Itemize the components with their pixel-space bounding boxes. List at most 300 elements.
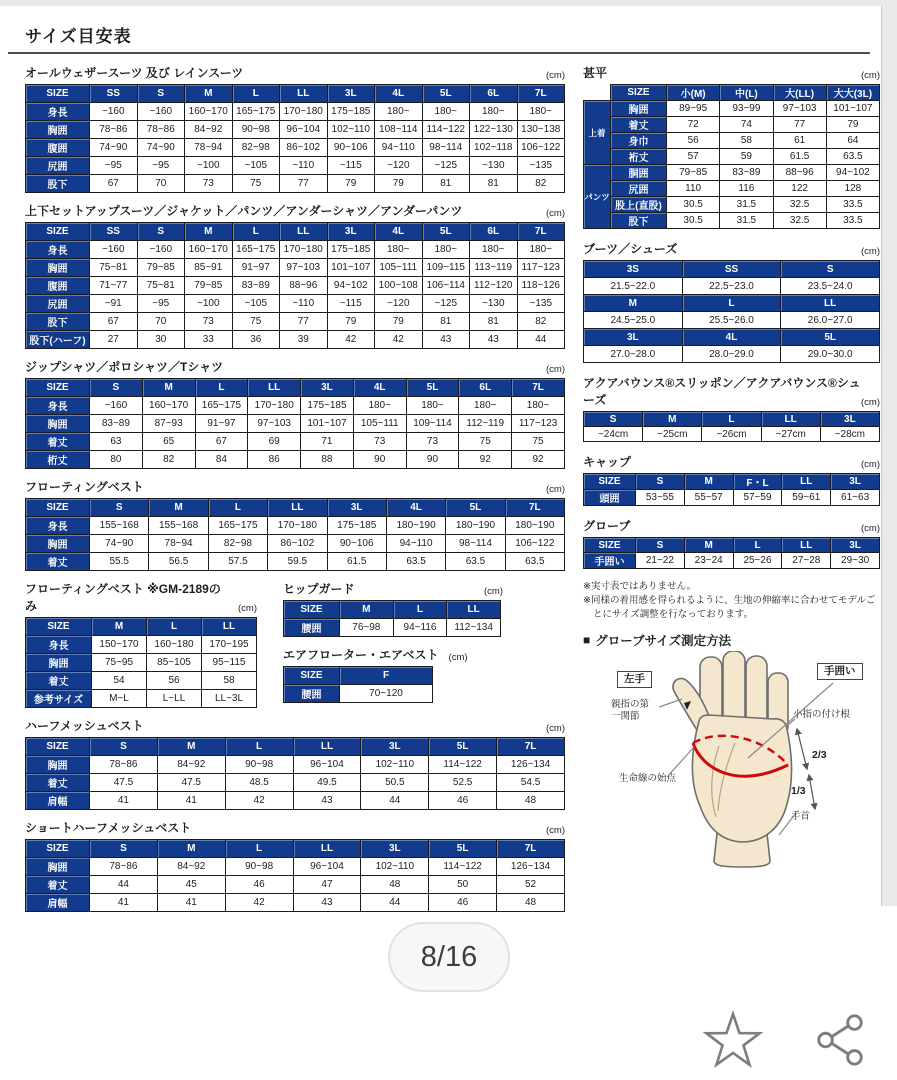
cell-value: ~91 xyxy=(90,295,138,313)
cell-value: 180~190 xyxy=(505,517,564,535)
table-row xyxy=(26,756,565,774)
cell-value: 112~120 xyxy=(470,277,518,295)
two-thirds-label: 2/3 xyxy=(812,749,827,762)
cell-value: 33 xyxy=(185,331,233,349)
table-row xyxy=(26,517,565,535)
cell-value: 78~86 xyxy=(137,121,185,139)
cell-value: 78~86 xyxy=(90,858,158,876)
cell-value: 57.5 xyxy=(208,553,267,571)
cell-value: 79 xyxy=(826,117,879,133)
cell-value: 46 xyxy=(225,876,293,894)
cell-value: 180~ xyxy=(422,103,470,121)
cell-value: ~28cm xyxy=(820,427,879,442)
cell-value: 43 xyxy=(293,792,361,810)
cell-value: ~160 xyxy=(90,241,138,259)
cell-value: 170~180 xyxy=(280,241,328,259)
size-header: L xyxy=(147,618,202,636)
table-row xyxy=(26,499,565,517)
jinbei-table xyxy=(583,84,880,229)
table-row xyxy=(26,774,565,792)
favorite-star-button[interactable] xyxy=(702,1010,764,1070)
row-label: 胸囲 xyxy=(26,259,90,277)
cell-value: 54.5 xyxy=(497,774,565,792)
table-row xyxy=(26,241,565,259)
unit-label: (cm) xyxy=(484,586,503,597)
cell-value: 82 xyxy=(517,313,565,331)
size-header: LL xyxy=(202,618,257,636)
cell-value: 58 xyxy=(202,672,257,690)
cell-value: 79~85 xyxy=(137,259,185,277)
cell-value: 46 xyxy=(429,792,497,810)
cell-value: 93~99 xyxy=(720,101,773,117)
table-row xyxy=(26,792,565,810)
cell-value: 94~102 xyxy=(826,165,879,181)
table-block-floating-vest-gm2189 xyxy=(25,580,257,708)
cell-value: 28.0~29.0 xyxy=(682,346,781,363)
table-block-glove xyxy=(583,517,880,569)
size-header: F xyxy=(340,667,433,685)
table-row xyxy=(26,223,565,241)
cell-value: M~L xyxy=(92,690,147,708)
cell-value: ~110 xyxy=(280,157,328,175)
cell-value: 108~114 xyxy=(375,121,423,139)
table-block-half-mesh-vest xyxy=(25,717,565,810)
row-label: 股下 xyxy=(26,313,90,331)
unit-label: (cm) xyxy=(546,723,565,734)
cell-value: 43 xyxy=(422,331,470,349)
cell-value: 79 xyxy=(375,313,423,331)
cell-value: 59~61 xyxy=(782,490,831,506)
cell-value: ~160 xyxy=(137,241,185,259)
row-label: 身巾 xyxy=(611,133,667,149)
table-row xyxy=(584,101,880,117)
size-header: 7L xyxy=(512,379,565,397)
cell-value: 90 xyxy=(406,451,459,469)
cell-value: 84~92 xyxy=(157,858,225,876)
row-label: 胸囲 xyxy=(611,101,667,117)
cell-value: 75~95 xyxy=(92,654,147,672)
size-header: M xyxy=(149,499,208,517)
cell-value: 57~59 xyxy=(733,490,782,506)
cell-value: 75 xyxy=(232,175,280,193)
cell-value: 180~ xyxy=(517,103,565,121)
cell-value: 74 xyxy=(720,117,773,133)
cell-value: 110 xyxy=(667,181,720,197)
size-header: F・L xyxy=(733,474,782,490)
size-header: 3L xyxy=(831,538,880,553)
thumb-joint-label: 親指の第一関節 xyxy=(611,699,650,722)
size-header: LL xyxy=(293,840,361,858)
table-block-boots xyxy=(583,240,880,363)
cell-value: 61.5 xyxy=(773,149,826,165)
left-hand-label: 左手 xyxy=(617,671,652,688)
cell-value: 79 xyxy=(327,175,375,193)
cell-value: 71~77 xyxy=(90,277,138,295)
row-label: 胸囲 xyxy=(26,415,90,433)
all_weather-table xyxy=(25,84,565,193)
row-label: 着丈 xyxy=(26,876,90,894)
row-label: 着丈 xyxy=(26,672,92,690)
cell-value: 56 xyxy=(667,133,720,149)
size-header: M xyxy=(185,223,233,241)
table-block-setup-suit xyxy=(25,202,565,349)
cell-value: 46 xyxy=(429,894,497,912)
share-icon xyxy=(812,1012,868,1068)
cell-value: 114~122 xyxy=(429,756,497,774)
table-row xyxy=(584,312,880,329)
cell-value: 39 xyxy=(280,331,328,349)
cell-value: ~125 xyxy=(422,295,470,313)
cell-value: 130~138 xyxy=(517,121,565,139)
cell-value: 76~98 xyxy=(340,619,394,637)
table-row xyxy=(26,672,257,690)
row-label: 身長 xyxy=(26,636,92,654)
cell-value: 47.5 xyxy=(90,774,158,792)
row-label: 手囲い xyxy=(584,553,636,569)
size-header: 3L xyxy=(327,223,375,241)
cell-value: 112~119 xyxy=(459,415,512,433)
cell-value: 31.5 xyxy=(720,213,773,229)
cell-value: 165~175 xyxy=(195,397,248,415)
floating_vest-table xyxy=(25,498,565,571)
size-header: SIZE xyxy=(26,738,90,756)
table-row xyxy=(584,213,880,229)
size-header: 7L xyxy=(497,840,565,858)
size-header: 3S xyxy=(584,261,683,278)
size-header: SIZE xyxy=(584,474,636,490)
cell-value: 112~134 xyxy=(447,619,501,637)
cell-value: 83~89 xyxy=(232,277,280,295)
size-header: M xyxy=(157,840,225,858)
size-header: S xyxy=(90,738,158,756)
table-row xyxy=(584,261,880,278)
size-header: 3L xyxy=(361,738,429,756)
cell-value: 80 xyxy=(90,451,143,469)
cell-value: 106~122 xyxy=(517,139,565,157)
table-row xyxy=(26,175,565,193)
row-label: 肩幅 xyxy=(26,792,90,810)
row-label: 身長 xyxy=(26,103,90,121)
cell-value: 160~170 xyxy=(142,397,195,415)
table-title: エアフローター・エアベスト xyxy=(283,648,439,662)
cell-value: 49.5 xyxy=(293,774,361,792)
row-label: 腰囲 xyxy=(284,619,340,637)
cell-value: 84~92 xyxy=(185,121,233,139)
cell-value: ~105 xyxy=(232,157,280,175)
cell-value: 90~98 xyxy=(225,756,293,774)
table-title: 上下セットアップスーツ／ジャケット／パンツ／アンダーシャツ／アンダーパンツ xyxy=(25,204,463,218)
size-header: S xyxy=(781,261,880,278)
row-label: 桁丈 xyxy=(26,451,90,469)
cell-value: 52 xyxy=(497,876,565,894)
cell-value: 50.5 xyxy=(361,774,429,792)
table-row xyxy=(26,313,565,331)
cell-value: 65 xyxy=(142,433,195,451)
size-header: 小(M) xyxy=(667,85,720,101)
cell-value: ~25cm xyxy=(643,427,702,442)
cell-value: 116 xyxy=(720,181,773,197)
size-header: 7L xyxy=(517,223,565,241)
size-header: 5L xyxy=(429,738,497,756)
size-header: L xyxy=(195,379,248,397)
lifeline-start-label: 生命線の始点 xyxy=(619,773,677,785)
table-row xyxy=(584,295,880,312)
row-label: 腹囲 xyxy=(26,277,90,295)
cell-value: 105~111 xyxy=(353,415,406,433)
table-row xyxy=(26,858,565,876)
title-divider xyxy=(8,52,870,54)
row-label: 胸囲 xyxy=(26,535,90,553)
cell-value: 180~ xyxy=(353,397,406,415)
cell-value: 91~97 xyxy=(195,415,248,433)
size-header: L xyxy=(232,223,280,241)
cell-value: 88 xyxy=(301,451,354,469)
size-header: LL xyxy=(293,738,361,756)
table-row xyxy=(584,538,880,553)
cell-value: 47.5 xyxy=(157,774,225,792)
table-row xyxy=(26,738,565,756)
cell-value: 102~110 xyxy=(327,121,375,139)
cell-value: 52.5 xyxy=(429,774,497,792)
unit-label: (cm) xyxy=(448,652,468,663)
cell-value: 128 xyxy=(826,181,879,197)
cell-value: 75~81 xyxy=(90,259,138,277)
size-header: M xyxy=(684,538,733,553)
table-row xyxy=(26,295,565,313)
table-row xyxy=(584,553,880,569)
size-header: 5L xyxy=(422,85,470,103)
cell-value: 63 xyxy=(90,433,143,451)
cell-value: 32.5 xyxy=(773,213,826,229)
cell-value: 25~26 xyxy=(733,553,782,569)
cell-value: 87~93 xyxy=(142,415,195,433)
section-bullet-icon: ■ xyxy=(583,633,591,648)
cell-value: 180~190 xyxy=(386,517,445,535)
cell-value: ~115 xyxy=(327,295,375,313)
size-header: L xyxy=(208,499,267,517)
cell-value: 31.5 xyxy=(720,197,773,213)
cell-value: ~160 xyxy=(137,103,185,121)
cell-value: 81 xyxy=(470,313,518,331)
table-row xyxy=(584,346,880,363)
document-page xyxy=(0,6,880,910)
star-icon xyxy=(702,1010,764,1070)
size-header: SS xyxy=(682,261,781,278)
cell-value: 79~85 xyxy=(667,165,720,181)
cell-value: ~27cm xyxy=(761,427,820,442)
cell-value: 78~94 xyxy=(185,139,233,157)
cell-value: 23~24 xyxy=(684,553,733,569)
cell-value: 165~175 xyxy=(208,517,267,535)
cell-value: 90~106 xyxy=(327,139,375,157)
cell-value: 180~ xyxy=(406,397,459,415)
table-block-aqua-bounce xyxy=(583,374,880,442)
table-row xyxy=(284,685,433,703)
size-header: LL xyxy=(280,85,328,103)
cell-value: 90~98 xyxy=(232,121,280,139)
cell-value: 61.5 xyxy=(327,553,386,571)
cell-value: 84 xyxy=(195,451,248,469)
dual-table-row xyxy=(25,580,565,717)
cell-value: 57 xyxy=(667,149,720,165)
size-header: 4L xyxy=(375,223,423,241)
cell-value: 150~170 xyxy=(92,636,147,654)
table-row xyxy=(26,379,565,397)
size-header: 5L xyxy=(446,499,505,517)
table-row xyxy=(26,415,565,433)
cell-value: 102~110 xyxy=(361,858,429,876)
cell-value: 41 xyxy=(90,894,158,912)
cell-value: ~105 xyxy=(232,295,280,313)
cell-value: 27.0~28.0 xyxy=(584,346,683,363)
cell-value: 84~92 xyxy=(157,756,225,774)
cell-value: 81 xyxy=(470,175,518,193)
unit-label: (cm) xyxy=(546,208,565,219)
size-header: 7L xyxy=(505,499,564,517)
size-header: SIZE xyxy=(284,667,340,685)
table-block-short-half-mesh-vest xyxy=(25,819,565,912)
size-header: L xyxy=(702,412,761,427)
row-label: 腹囲 xyxy=(26,139,90,157)
cell-value: 41 xyxy=(157,894,225,912)
cell-value: 61 xyxy=(773,133,826,149)
size-header: L xyxy=(232,85,280,103)
cell-value: ~95 xyxy=(137,157,185,175)
one-third-label: 1/3 xyxy=(791,785,806,798)
size-header: 4L xyxy=(375,85,423,103)
cell-value: 160~180 xyxy=(147,636,202,654)
cell-value: 180~ xyxy=(375,103,423,121)
cell-value: ~130 xyxy=(470,157,518,175)
size-header: SIZE xyxy=(26,379,90,397)
cell-value: ~24cm xyxy=(584,427,643,442)
cell-value: 92 xyxy=(459,451,512,469)
hip_guard-table xyxy=(283,600,501,637)
corner-blank xyxy=(584,85,611,101)
size-header: 4L xyxy=(386,499,445,517)
boots-table xyxy=(583,260,880,363)
cell-value: ~95 xyxy=(137,295,185,313)
row-label: 裄丈 xyxy=(611,149,667,165)
cell-value: 86 xyxy=(248,451,301,469)
table-block-all-weather xyxy=(25,64,565,193)
setup_suit-table xyxy=(25,222,565,349)
floating_vest_gm2189-table xyxy=(25,617,257,708)
cell-value: 83~89 xyxy=(90,415,143,433)
cell-value: 75~81 xyxy=(137,277,185,295)
size-header: 5L xyxy=(781,329,880,346)
cell-value: 175~185 xyxy=(327,241,375,259)
glove-measure-heading xyxy=(583,631,880,649)
cell-value: 77 xyxy=(280,313,328,331)
wrist-label: 手首 xyxy=(791,811,811,823)
table-row xyxy=(26,103,565,121)
size-header: S xyxy=(584,412,643,427)
cell-value: 78~86 xyxy=(90,121,138,139)
table-row xyxy=(584,149,880,165)
cell-value: 180~ xyxy=(422,241,470,259)
unit-label: (cm) xyxy=(546,825,565,836)
size-header: S xyxy=(636,474,685,490)
size-header: 6L xyxy=(470,85,518,103)
unit-label: (cm) xyxy=(546,364,565,375)
row-label: 胸囲 xyxy=(26,654,92,672)
cell-value: 30 xyxy=(137,331,185,349)
table-row xyxy=(584,85,880,101)
size-header: M xyxy=(157,738,225,756)
cell-value: 55~57 xyxy=(684,490,733,506)
size-header: 3L xyxy=(820,412,879,427)
cell-value: 94~110 xyxy=(386,535,445,553)
cell-value: 102~110 xyxy=(361,756,429,774)
size-header: 中(L) xyxy=(720,85,773,101)
cell-value: 32.5 xyxy=(773,197,826,213)
size-header: S xyxy=(90,499,149,517)
cell-value: 71 xyxy=(301,433,354,451)
cell-value: 83~89 xyxy=(720,165,773,181)
cell-value: ~120 xyxy=(375,295,423,313)
cell-value: 29.0~30.0 xyxy=(781,346,880,363)
table-title: ジップシャツ／ポロシャツ／Tシャツ xyxy=(25,360,224,374)
cell-value: 48 xyxy=(497,894,565,912)
row-label: 尻囲 xyxy=(26,295,90,313)
row-label: 股下 xyxy=(26,175,90,193)
table-block-jinbei xyxy=(583,64,880,229)
size-header: M xyxy=(340,601,394,619)
size-header: 4L xyxy=(682,329,781,346)
cell-value: 109~115 xyxy=(422,259,470,277)
hand-circumference-label: 手囲い xyxy=(817,663,863,680)
cell-value: 64 xyxy=(826,133,879,149)
cell-value: 27 xyxy=(90,331,138,349)
size-header: 3L xyxy=(584,329,683,346)
share-button[interactable] xyxy=(812,1012,868,1068)
cell-value: ~26cm xyxy=(702,427,761,442)
unit-label: (cm) xyxy=(861,70,880,81)
page-right-edge xyxy=(881,6,897,906)
row-label: 尻囲 xyxy=(611,181,667,197)
left-column xyxy=(25,62,565,921)
size-header: 6L xyxy=(459,379,512,397)
cell-value: 22.5~23.0 xyxy=(682,278,781,295)
row-label: 股下(ハーフ) xyxy=(26,331,90,349)
cell-value: 79 xyxy=(375,175,423,193)
table-row xyxy=(584,474,880,490)
cell-value: ~135 xyxy=(517,157,565,175)
cell-value: 88~96 xyxy=(773,165,826,181)
table-row xyxy=(26,139,565,157)
table-row xyxy=(584,329,880,346)
size-header: S xyxy=(137,223,185,241)
row-label: 着丈 xyxy=(611,117,667,133)
cell-value: 44 xyxy=(90,876,158,894)
table-row xyxy=(26,121,565,139)
table-title: ブーツ／シューズ xyxy=(583,242,678,256)
cell-value: 101~107 xyxy=(327,259,375,277)
table-row xyxy=(584,427,880,442)
table-block-cap xyxy=(583,453,880,506)
glove-table xyxy=(583,537,880,569)
cell-value: 97~103 xyxy=(280,259,328,277)
size-header: LL xyxy=(268,499,327,517)
cell-value: 43 xyxy=(470,331,518,349)
cell-value: 175~185 xyxy=(327,103,375,121)
page-indicator[interactable]: 8/16 xyxy=(388,922,510,992)
cell-value: 67 xyxy=(90,313,138,331)
cell-value: 94~102 xyxy=(327,277,375,295)
table-row xyxy=(26,157,565,175)
note-line: ※実寸表ではありません。 xyxy=(583,581,697,592)
